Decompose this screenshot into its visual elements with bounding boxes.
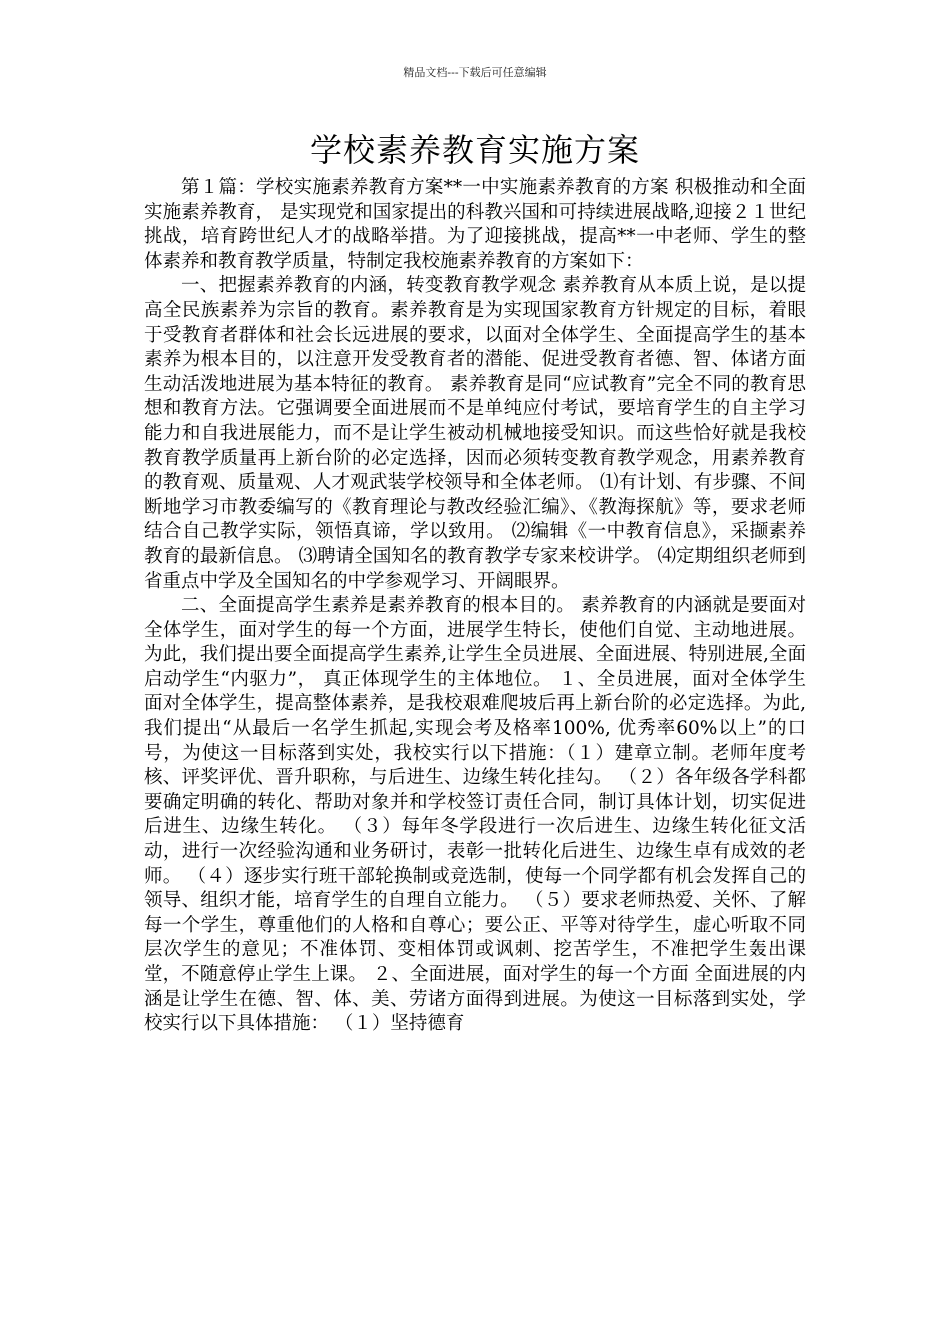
paragraph-2: 一、把握素养教育的内涵，转变教育教学观念 素养教育从本质上说，是以提高全民族素养为宗旨的教育。素养教育是为实现国家教育方针规定的目标，着眼于受教育者群体和社会长远进展的要求，以面对全体学生、全面提高学生的基本素养为根本目的，以注意开发受教育者的潜能、促进受教育者德、智、体诸方面生动活泼地进展为基本特征的教育。 素养教育是同“应试教育”完全不同的教育思想和教育方法。它强调要全面进展而不是单纯应付考试，要培育学生的自主学习能力和自我进展能力，而不是让学生被动机械地接受知识。而这些恰好就是我校教育教学质量再上新台阶的必定选择，因而必须转变教育教学观念，用素养教育的教育观、质量观、人才观武装学校领导和全体老师。 ⑴有计划、有步骤、不间断地学习市教委编写的《教育理论与教改经验汇编》、《教海探航》等，要求老师结合自己教学实际，领悟真谛，学以致用。 ⑵编辑《一中教育信息》，采撷素养教育的最新信息。 ⑶聘请全国知名的教育教学专家来校讲学。 ⑷定期组织老师到省重点中学及全国知名的中学参观学习、开阔眼界。	[144, 275, 806, 592]
paragraph-1: 第１篇：学校实施素养教育方案**一中实施素养教育的方案 积极推动和全面实施素养教育， 是实现党和国家提出的科教兴国和可持续进展战略,迎接２１世纪挑战，培育跨世纪人才的战略举措。为了迎接挑战，提高**一中老师、学生的整体素养和教育教学质量，特制定我校施素养教育的方案如下：	[144, 177, 806, 272]
page-title: 学校素养教育实施方案	[309, 131, 640, 169]
paragraph-3: 二、全面提高学生素养是素养教育的根本目的。 素养教育的内涵就是要面对全体学生，面对学生的每一个方面，进展学生特长，使他们自觉、主动地进展。为此，我们提出要全面提高学生素养,让学生全员进展、全面进展、特别进展,全面启动学生“内驱力”， 真正体现学生的主体地位。 １、全员进展，面对全体学生 面对全体学生，提高整体素养，是我校艰难爬坡后再上新台阶的必定选择。为此,我们提出“从最后一名学生抓起,实现会考及格率100%, 优秀率60%以上”的口号，为使这一目标落到实处，我校实行以下措施：（１）建章立制。老师年度考核、评奖评优、晋升职称，与后进生、边缘生转化挂勾。 （２）各年级各学科都要确定明确的转化、帮助对象并和学校签订责任合同，制订具体计划，切实促进后进生、边缘生转化。 （３）每年冬学段进行一次后进生、边缘生转化征文活动，进行一次经验沟通和业务研讨，表彰一批转化后进生、边缘生卓有成效的老师。 （４）逐步实行班干部轮换制或竞选制，使每一个同学都有机会发挥自己的领导、组织才能，培育学生的自理自立能力。 （５）要求老师热爱、关怀、了解每一个学生，尊重他们的人格和自尊心；要公正、平等对待学生，虚心听取不同层次学生的意见；不准体罚、变相体罚或讽刺、挖苦学生，不准把学生轰出课堂，不随意停止学生上课。 ２、全面进展，面对学生的每一个方面 全面进展的内涵是让学生在德、智、体、美、劳诸方面得到进展。为使这一目标落到实处，学校实行以下具体措施： （１）坚持德育	[144, 595, 806, 1035]
header-note: 精品文档---下载后可任意编辑	[403, 66, 547, 79]
document-body	[144, 176, 806, 1037]
